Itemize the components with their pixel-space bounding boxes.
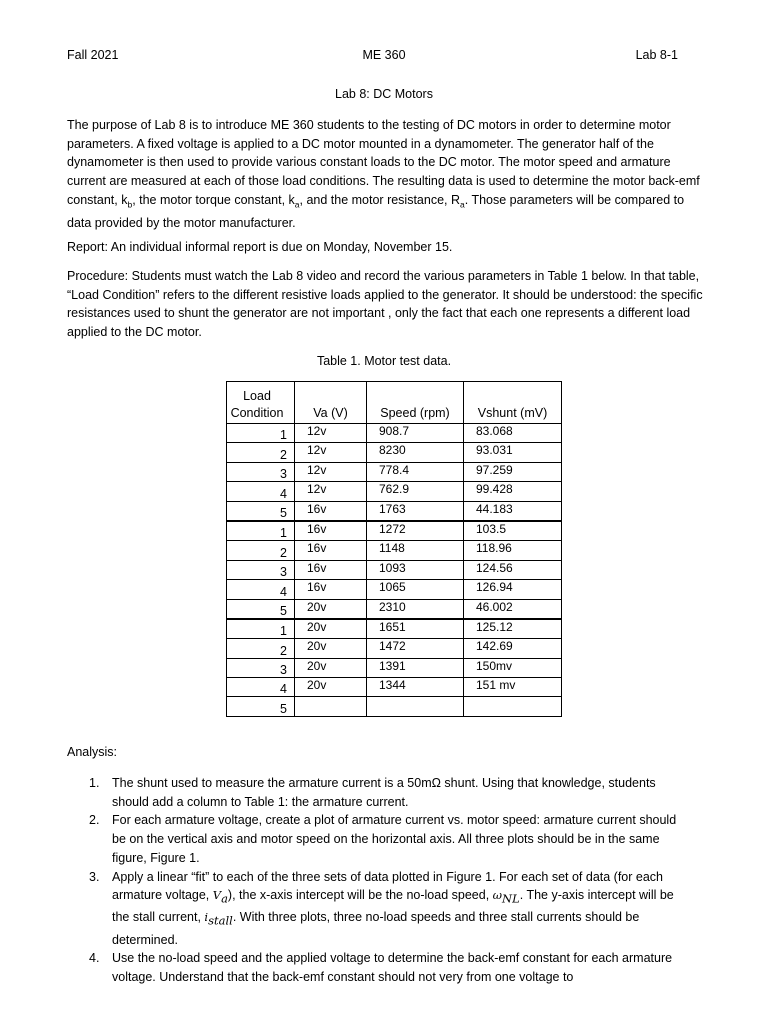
header-load-condition: Load Condition xyxy=(227,382,295,424)
table-caption: Table 1. Motor test data. xyxy=(316,354,452,368)
cell-speed: 762.9 xyxy=(367,482,464,501)
table-row xyxy=(227,443,562,462)
cell-speed: 2310 xyxy=(367,599,464,619)
cell-vshunt: 103.5 xyxy=(464,521,562,541)
table-row xyxy=(227,560,562,579)
cell-va: 12v xyxy=(295,462,367,481)
cell-va: 16v xyxy=(295,560,367,579)
cell-load-condition: 2 xyxy=(227,443,295,462)
cell-load-condition: 1 xyxy=(227,424,295,443)
cell-load-condition: 1 xyxy=(227,521,295,541)
table-row xyxy=(227,482,562,501)
analysis-list xyxy=(67,774,687,987)
cell-load-condition: 2 xyxy=(227,639,295,658)
cell-va: 12v xyxy=(295,443,367,462)
cell-speed: 1065 xyxy=(367,580,464,599)
header-vshunt: Vshunt (mV) xyxy=(464,382,562,424)
cell-load-condition: 4 xyxy=(227,482,295,501)
cell-load-condition: 3 xyxy=(227,462,295,481)
cell-va xyxy=(295,697,367,716)
cell-speed: 1763 xyxy=(367,501,464,521)
cell-load-condition: 2 xyxy=(227,541,295,560)
cell-va: 16v xyxy=(295,541,367,560)
document-title: Lab 8: DC Motors xyxy=(335,87,433,101)
cell-va: 16v xyxy=(295,501,367,521)
table-row xyxy=(227,697,562,716)
table-row xyxy=(227,580,562,599)
cell-vshunt: 118.96 xyxy=(464,541,562,560)
cell-load-condition: 3 xyxy=(227,658,295,677)
cell-vshunt: 83.068 xyxy=(464,424,562,443)
report-paragraph: Report: An individual informal report is due on Monday, November 15. xyxy=(67,240,453,254)
cell-speed: 8230 xyxy=(367,443,464,462)
cell-speed: 1472 xyxy=(367,639,464,658)
cell-load-condition: 3 xyxy=(227,560,295,579)
table-row xyxy=(227,501,562,521)
cell-va: 20v xyxy=(295,639,367,658)
cell-vshunt: 125.12 xyxy=(464,619,562,639)
header-speed: Speed (rpm) xyxy=(367,382,464,424)
cell-load-condition: 5 xyxy=(227,599,295,619)
table-row xyxy=(227,541,562,560)
cell-load-condition: 5 xyxy=(227,697,295,716)
table-row xyxy=(227,639,562,658)
header-course: ME 360 xyxy=(362,48,406,62)
cell-vshunt: 97.259 xyxy=(464,462,562,481)
table-header-row xyxy=(227,382,562,424)
cell-va: 20v xyxy=(295,599,367,619)
cell-vshunt: 151 mv xyxy=(464,678,562,697)
list-item: 1. The shunt used to measure the armature current is a 50mΩ shunt. Using that knowledge, students should add a column to Table 1: the armature current. xyxy=(89,776,656,809)
header-va: Va (V) xyxy=(295,382,367,424)
table-row xyxy=(227,462,562,481)
analysis-heading: Analysis: xyxy=(67,745,118,759)
cell-speed: 1651 xyxy=(367,619,464,639)
cell-speed xyxy=(367,697,464,716)
table-row xyxy=(227,678,562,697)
cell-speed: 1391 xyxy=(367,658,464,677)
purpose-paragraph: The purpose of Lab 8 is to introduce ME 360 students to the testing of DC motors in order to determine motor parameters. A fixed voltage is applied to a DC motor mounted in a dynamometer. The generator half of the dynamometer is then used to provide various constant loads to the DC motor. The motor speed and armature current are measured at each of those load conditions. The resulting data is used to determine the motor back-emf constant, $k_b$, the motor torque constant, $k_a$, and the motor resistance, $R_a$. Those parameters will be compared to data provided by the motor manufacturer. xyxy=(67,118,700,231)
cell-va: 12v xyxy=(295,424,367,443)
procedure-paragraph: Procedure: Students must watch the Lab 8 video and record the various parameters in Table 1 below. In that table, “Load Condition” refers to the different resistive loads applied to the generator. It should be understood: the specific resistances used to shunt the generator are not important , only the fact that each one represents a different load applied to the DC motor. xyxy=(67,269,703,340)
cell-load-condition: 5 xyxy=(227,501,295,521)
cell-va: 16v xyxy=(295,521,367,541)
cell-load-condition: 4 xyxy=(227,678,295,697)
table-row xyxy=(227,619,562,639)
cell-speed: 1272 xyxy=(367,521,464,541)
table-row xyxy=(227,599,562,619)
cell-vshunt: 46.002 xyxy=(464,599,562,619)
cell-speed: 1344 xyxy=(367,678,464,697)
cell-vshunt: 93.031 xyxy=(464,443,562,462)
table-row xyxy=(227,424,562,443)
cell-load-condition: 1 xyxy=(227,619,295,639)
cell-va: 20v xyxy=(295,678,367,697)
cell-vshunt: 150mv xyxy=(464,658,562,677)
list-item: 3. Apply a linear “fit” to each of the three sets of data plotted in Figure 1. For each set of data (for each armature voltage, $V_a$), the x-axis intercept will be the no-load speed, $\omega_{NL}$. The y-axis intercept will be the stall current, $i_{stall}$. With three plots, three no-load speeds and three stall currents should be determined. xyxy=(89,869,674,947)
table-row xyxy=(227,521,562,541)
cell-vshunt xyxy=(464,697,562,716)
header-page-label: Lab 8-1 xyxy=(635,48,678,62)
cell-vshunt: 124.56 xyxy=(464,560,562,579)
cell-va: 12v xyxy=(295,482,367,501)
cell-speed: 908.7 xyxy=(367,424,464,443)
cell-va: 20v xyxy=(295,658,367,677)
cell-speed: 1093 xyxy=(367,560,464,579)
cell-load-condition: 4 xyxy=(227,580,295,599)
cell-speed: 778.4 xyxy=(367,462,464,481)
motor-test-data-table xyxy=(226,381,562,717)
list-item: 2. For each armature voltage, create a plot of armature current vs. motor speed: armature current should be on the vertical axis and motor speed on the horizontal axis. All three plots should be in the same figure, Figure 1. xyxy=(89,813,677,865)
cell-va: 16v xyxy=(295,580,367,599)
list-item: 4. Use the no-load speed and the applied voltage to determine the back-emf constant for each armature voltage. Understand that the back-emf constant should not very from one voltage to xyxy=(89,951,673,985)
cell-vshunt: 142.69 xyxy=(464,639,562,658)
header-term: Fall 2021 xyxy=(67,48,119,62)
cell-vshunt: 99.428 xyxy=(464,482,562,501)
cell-vshunt: 44.183 xyxy=(464,501,562,521)
cell-va: 20v xyxy=(295,619,367,639)
cell-speed: 1148 xyxy=(367,541,464,560)
table-row xyxy=(227,658,562,677)
cell-vshunt: 126.94 xyxy=(464,580,562,599)
